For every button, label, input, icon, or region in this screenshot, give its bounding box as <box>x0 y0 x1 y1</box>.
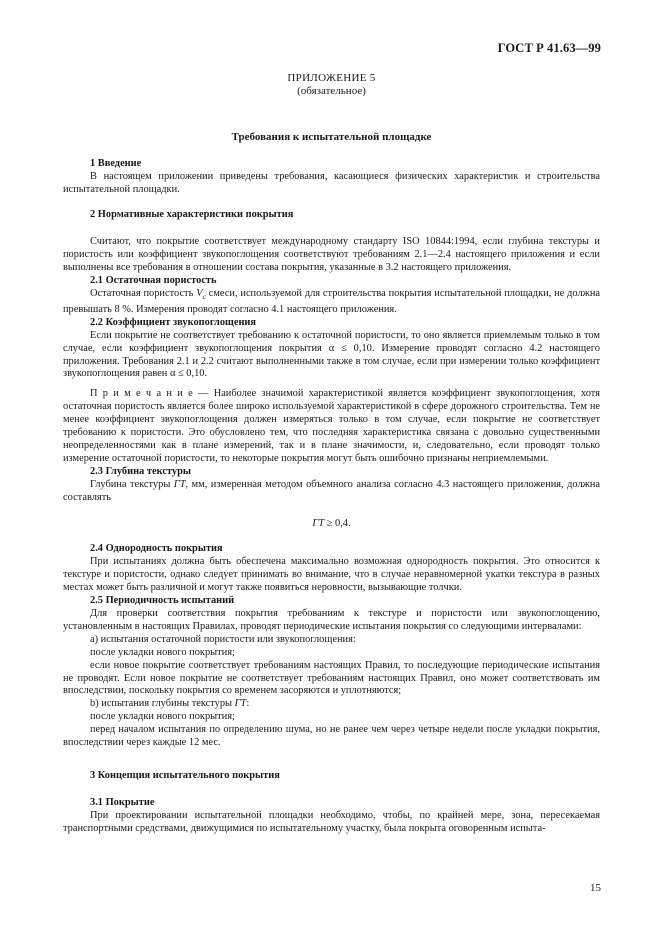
section-2-5-heading: 2.5 Периодичность испытаний <box>90 595 235 607</box>
section-2-paragraph: Считают, что покрытие соответствует международному стандарту ISO 10844:1994, если глубина текстуры и пористость или коэффициент звукопоглощения соответствуют требованиям 2.1—2.4 настоящего приложения и если выполнены все требования в отношении состава покрытия, указанные в 3.2 настоящего приложения. <box>63 236 600 274</box>
appendix-title: ПРИЛОЖЕНИЕ 5 <box>287 72 376 84</box>
note-paragraph: П р и м е ч а н и е — Наиболее значимой характеристикой является коэффициент звукопоглощения, хотя остаточная пористость является более широко используемой характеристикой в сфере дорожного строительства. Тем не менее коэффициент звукопоглощения должен измеряться только в том случае, если покрытие не соответствует требованию к пористости. Это обусловлено тем, что последняя характеристика связана с довольно существенными неопределенностями как в плане измерений, так и в плане значимости, и, следовательно, если проводят только измерение остаточной пористости, то некоторые покрытия могут быть ошибочно признаны неприемлемыми. <box>63 388 600 464</box>
section-2-3-heading: 2.3 Глубина текстуры <box>90 465 191 477</box>
section-2-4-paragraph: При испытаниях должна быть обеспечена максимально возможная однородность покрытия. Это относится к текстуре и пористости, однако следует принимать во внимание, что в случае неравномерной укатки текстура в разных местах может быть различной и могут также появиться неровности, вызывающие толчки. <box>63 556 600 594</box>
list-item-b-1: после укладки нового покрытия; <box>90 711 235 723</box>
list-item-b-2: перед началом испытания по определению шума, но не ранее чем через четыре недели после укладки покрытия, впоследствии через каждые 12 мес. <box>63 724 600 749</box>
page-number: 15 <box>590 882 601 894</box>
formula: ГТ ≥ 0,4. <box>312 517 351 529</box>
section-1-paragraph: В настоящем приложении приведены требования, касающиеся физических характеристик и строительства испытательной площадки. <box>63 170 600 195</box>
section-2-5-paragraph: Для проверки соответствия покрытия требованиям к текстуре и пористости или звукопоглощению, установленным в настоящих Правилах, проводят периодические испытания покрытия со следующими интервалами: <box>63 607 600 632</box>
section-2-1-paragraph: Остаточная пористость $V_c$ смеси, используемой для строительства покрытия испытательной площадки, не должна превышать 8 %. Измерения проводят согласно 4.1 настоящего приложения. <box>63 287 601 315</box>
section-2-4-heading: 2.4 Однородность покрытия <box>90 543 223 555</box>
porosity-variable: V <box>196 287 203 299</box>
section-3-1-heading: 3.1 Покрытие <box>90 796 155 808</box>
appendix-subtitle: (обязательное) <box>297 84 366 97</box>
section-2-3-paragraph: Глубина текстуры ГТ, мм, измеренная методом объемного анализа согласно 4.3 настоящего приложения, должна составлять <box>63 478 600 503</box>
list-item-a-2: если новое покрытие соответствует требованиям настоящих Правил, то последующие периодические испытания не проводят. Если новое покрытие не соответствует требованиям настоящих Правил, оно может соответствовать им впоследствии, поскольку покрытия со временем засоряются и уплотняются; <box>63 659 600 697</box>
page-content <box>63 72 600 836</box>
document-code: ГОСТ Р 41.63—99 <box>497 41 601 55</box>
section-2-heading: 2 Нормативные характеристики покрытия <box>90 209 294 221</box>
section-2-1-heading: 2.1 Остаточная пористость <box>90 275 217 287</box>
note-label: П р и м е ч а н и е <box>90 388 193 400</box>
list-item-b: b) испытания глубины текстуры ГТ: <box>90 698 250 710</box>
section-3-1-paragraph: При проектировании испытательной площадки необходимо, чтобы, по крайней мере, зона, пересекаемая транспортными средствами, движущимися по испытательному участку, была покрыта оговоренным испыта- <box>63 809 600 834</box>
section-2-2-heading: 2.2 Коэффициент звукопоглощения <box>90 316 257 328</box>
section-3-heading: 3 Концепция испытательного покрытия <box>90 769 280 781</box>
list-item-a: a) испытания остаточной пористости или звукопоглощения: <box>90 633 356 645</box>
main-title: Требования к испытательной площадке <box>231 130 432 143</box>
section-2-2-paragraph: Если покрытие не соответствует требованию к остаточной пористости, то оно является приемлемым только в том случае, если коэффициент звукопоглощения покрытия α ≤ 0,10. Измерение проводят согласно 4.2 настоящего приложения. Требования 2.1 и 2.2 считают выполненными также в том случае, если при измерении только коэффициент звукопоглощения равен α ≤ 0,10. <box>63 329 600 380</box>
list-item-a-1: после укладки нового покрытия; <box>90 646 235 658</box>
section-1-heading: 1 Введение <box>90 157 142 169</box>
